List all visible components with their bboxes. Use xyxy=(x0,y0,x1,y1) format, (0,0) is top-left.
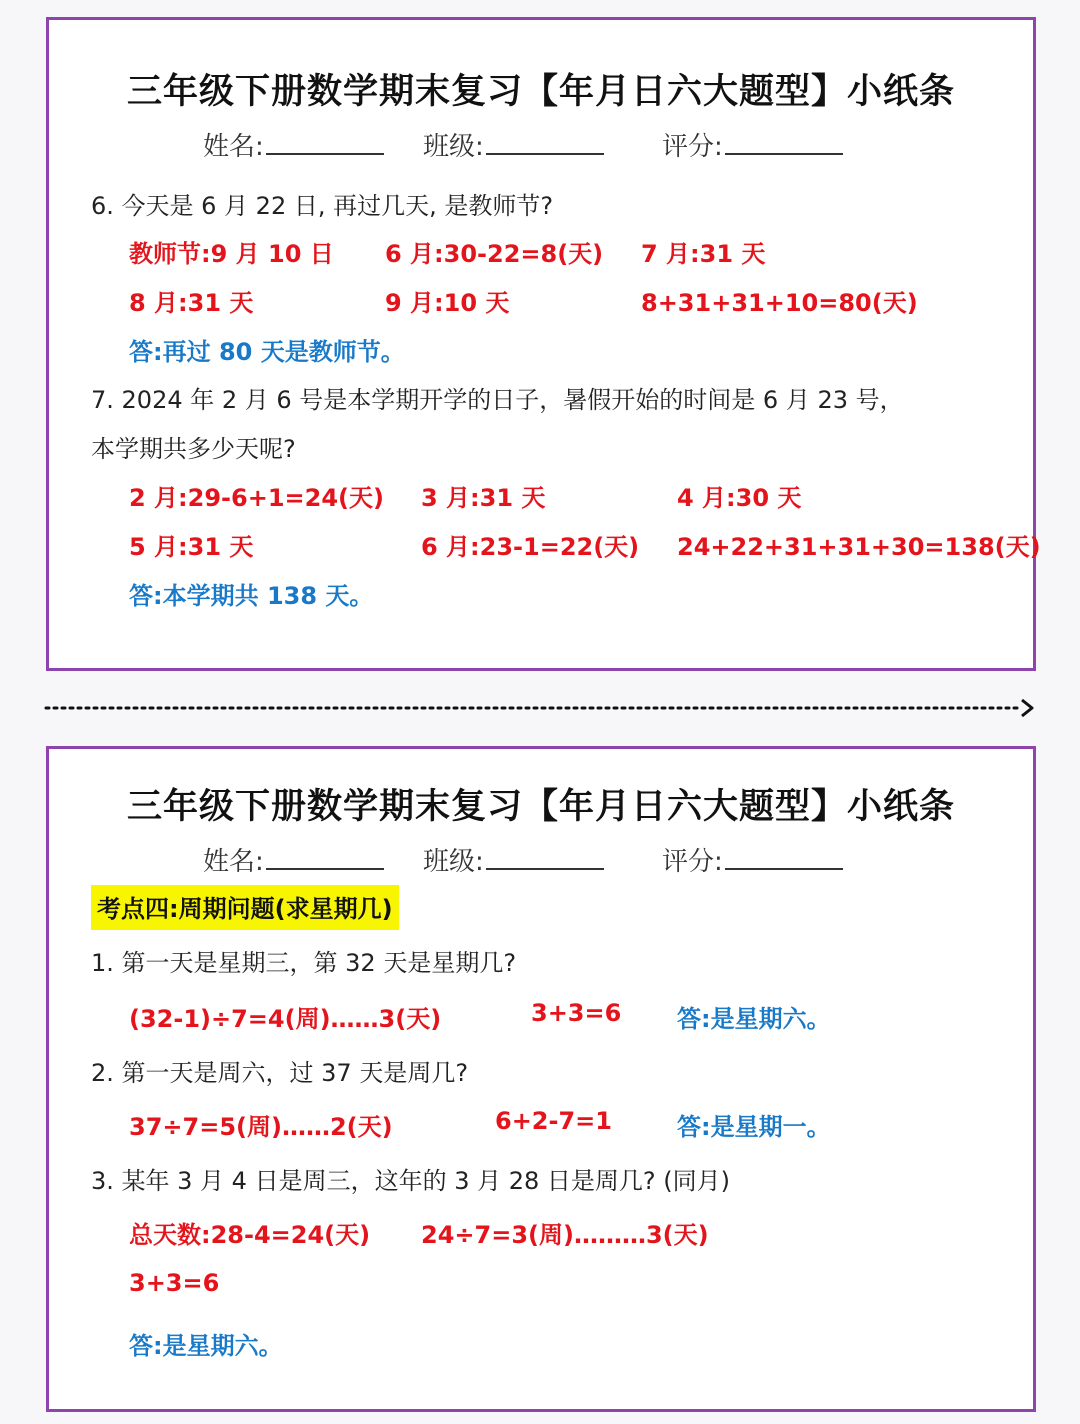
class-blank xyxy=(486,844,604,870)
q3-question: 3. 某年 3 月 4 日是周三，这年的 3 月 28 日是周几? (同月) xyxy=(91,1167,730,1195)
score-label: 评分: xyxy=(662,847,723,877)
q7-step-total: 24+22+31+31+30=138(天) xyxy=(677,533,1041,561)
q6-step-august: 8 月:31 天 xyxy=(129,289,254,317)
q7-question-line2: 本学期共多少天呢? xyxy=(91,435,296,463)
name-blank xyxy=(266,129,384,155)
section-heading: 考点四:周期问题(求星期几) xyxy=(91,885,399,930)
q7-answer: 答:本学期共 138 天。 xyxy=(129,582,374,610)
q7-step-march: 3 月:31 天 xyxy=(421,484,546,512)
q3-calc-division: 24÷7=3(周)………3(天) xyxy=(421,1221,709,1249)
class-label: 班级: xyxy=(423,847,484,877)
q6-step-teachers-day: 教师节:9 月 10 日 xyxy=(129,240,334,268)
q7-step-june: 6 月:23-1=22(天) xyxy=(421,533,640,561)
q6-step-july: 7 月:31 天 xyxy=(641,240,766,268)
card1-class-field xyxy=(423,126,604,163)
card2-name-field xyxy=(203,841,384,878)
q7-question-line1: 7. 2024 年 2 月 6 号是本学期开学的日子，暑假开始的时间是 6 月 23 号， xyxy=(91,386,904,414)
arrow-head-icon xyxy=(1022,700,1032,716)
q7-step-february: 2 月:29-6+1=24(天) xyxy=(129,484,384,512)
card2-title: 三年级下册数学期末复习【年月日六大题型】小纸条 xyxy=(126,787,955,827)
q6-step-june: 6 月:30-22=8(天) xyxy=(385,240,604,268)
name-label: 姓名: xyxy=(203,847,264,877)
score-blank xyxy=(725,844,843,870)
card1-name-field xyxy=(203,126,384,163)
card2-class-field xyxy=(423,841,604,878)
worksheet-card-2 xyxy=(46,746,1036,1412)
class-label: 班级: xyxy=(423,132,484,162)
q3-answer: 答:是星期六。 xyxy=(129,1332,283,1360)
card2-score-field xyxy=(662,841,843,878)
q2-calc-division: 37÷7=5(周)……2(天) xyxy=(129,1113,393,1141)
q6-question: 6. 今天是 6 月 22 日, 再过几天, 是教师节? xyxy=(91,192,554,220)
q7-step-april: 4 月:30 天 xyxy=(677,484,802,512)
q6-step-total: 8+31+31+10=80(天) xyxy=(641,289,918,317)
q6-step-september: 9 月:10 天 xyxy=(385,289,510,317)
card1-title: 三年级下册数学期末复习【年月日六大题型】小纸条 xyxy=(126,72,955,112)
q1-calc-division: (32-1)÷7=4(周)……3(天) xyxy=(129,1005,442,1033)
q3-calc-total-days: 总天数:28-4=24(天) xyxy=(129,1221,371,1249)
q2-question: 2. 第一天是周六，过 37 天是周几? xyxy=(91,1059,469,1087)
dotted-arrow-divider xyxy=(44,697,1040,719)
q1-calc-sum: 3+3=6 xyxy=(531,999,622,1027)
class-blank xyxy=(486,129,604,155)
card1-score-field xyxy=(662,126,843,163)
worksheet-card-1 xyxy=(46,17,1041,671)
q2-calc-sum: 6+2-7=1 xyxy=(495,1107,612,1135)
score-label: 评分: xyxy=(662,132,723,162)
q1-question: 1. 第一天是星期三，第 32 天是星期几? xyxy=(91,949,517,977)
card2-header-fields xyxy=(49,841,1033,877)
score-blank xyxy=(725,129,843,155)
name-blank xyxy=(266,844,384,870)
q6-answer: 答:再过 80 天是教师节。 xyxy=(129,338,405,366)
q1-answer: 答:是星期六。 xyxy=(677,1005,831,1033)
card1-header-fields xyxy=(49,126,1033,162)
q2-answer: 答:是星期一。 xyxy=(677,1113,831,1141)
name-label: 姓名: xyxy=(203,132,264,162)
q3-calc-sum: 3+3=6 xyxy=(129,1269,220,1297)
q7-step-may: 5 月:31 天 xyxy=(129,533,254,561)
